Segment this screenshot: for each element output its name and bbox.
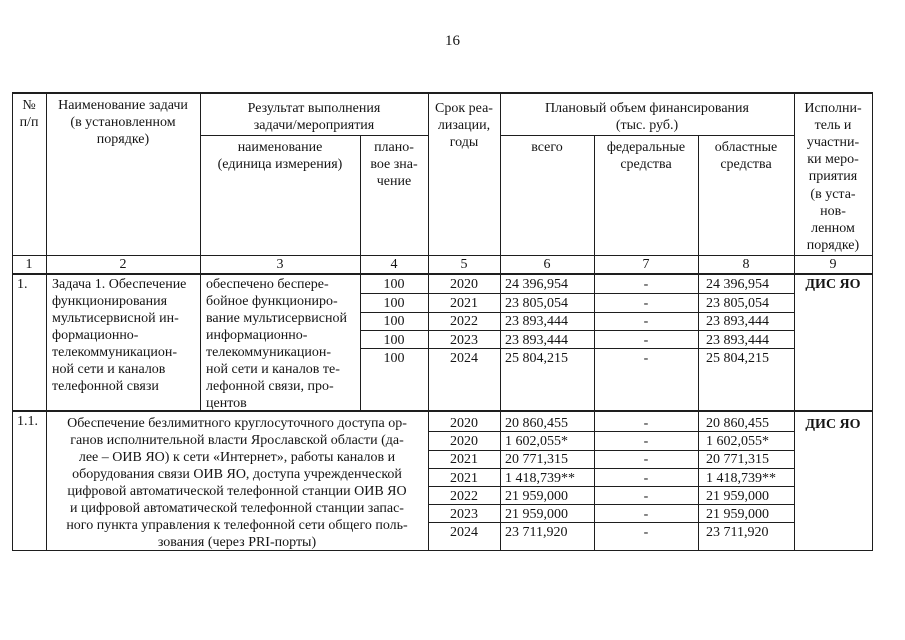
header-result-name-cell: (единица измерения) xyxy=(217,157,343,172)
header-executor-cell: тель и xyxy=(814,118,852,134)
task-text: формационно- xyxy=(52,328,139,343)
total-value: 20 771,315 xyxy=(505,452,568,468)
task-text: и цифровой автоматической телефонной станции запас- xyxy=(70,501,404,516)
total-value: 21 959,000 xyxy=(505,507,568,522)
header-finance-cell: (тыс. руб.) xyxy=(615,118,679,133)
result-text: ной сети и каналов те- xyxy=(206,362,340,377)
header-result-plan-cell: плано- xyxy=(374,140,414,155)
regional-value: 21 959,000 xyxy=(706,488,769,504)
plan-value: 100 xyxy=(383,314,405,329)
number-row-bottom-border xyxy=(12,273,872,275)
header-result-cell: Результат выполнения xyxy=(247,101,381,116)
federal-value: - xyxy=(643,332,649,348)
header-task-cell: (в установленном xyxy=(70,115,176,130)
header-term-cell: годы xyxy=(449,135,479,150)
result-text: центов xyxy=(206,396,247,411)
header-regional-cell: средства xyxy=(720,157,772,172)
plan-value: 100 xyxy=(383,295,405,311)
result-text: информационно- xyxy=(206,328,308,343)
task-text: функционирования xyxy=(52,294,168,309)
header-finance-cell: Плановый объем финансирования xyxy=(545,101,749,116)
table-top-border xyxy=(12,92,872,94)
year-value: 2020 xyxy=(450,434,478,450)
federal-value: - xyxy=(643,277,649,292)
column-number: 2 xyxy=(119,257,127,272)
plan-value: 100 xyxy=(383,332,405,348)
section-border xyxy=(12,410,872,412)
year-value: 2021 xyxy=(450,295,478,311)
column-number: 1 xyxy=(25,257,33,272)
year-value: 2023 xyxy=(450,507,478,522)
total-value: 24 396,954 xyxy=(505,277,568,292)
column-number: 4 xyxy=(390,257,398,272)
total-value: 23 805,054 xyxy=(505,295,568,311)
federal-value: - xyxy=(643,434,649,450)
header-number-cell: п/п xyxy=(19,115,39,130)
task-text: ганов исполнительной власти Ярославской области (да- xyxy=(70,433,404,448)
column-number: 9 xyxy=(829,257,837,272)
total-value: 1 602,055* xyxy=(505,434,568,450)
regional-value: 23 893,444 xyxy=(706,314,769,329)
regional-value: 20 860,455 xyxy=(706,416,769,431)
header-executor-cell: порядке) xyxy=(806,237,860,253)
column-number: 8 xyxy=(742,257,750,272)
header-executor-cell: ки меро- xyxy=(807,152,859,168)
regional-value: 23 805,054 xyxy=(706,295,769,311)
row-number: 1. xyxy=(17,277,28,292)
header-result-plan-cell: вое зна- xyxy=(370,157,418,172)
header-divider xyxy=(200,135,428,136)
federal-value: - xyxy=(643,452,649,468)
header-result-cell: задачи/мероприятия xyxy=(253,118,375,133)
federal-value: - xyxy=(643,488,649,504)
task-text: Задача 1. Обеспечение xyxy=(52,277,187,292)
federal-value: - xyxy=(643,351,649,366)
header-executor-cell: нов- xyxy=(820,203,846,219)
header-result-plan-cell: чение xyxy=(376,174,412,189)
task-text: Обеспечение безлимитного круглосуточного доступа ор- xyxy=(67,416,407,431)
federal-value: - xyxy=(643,507,649,522)
column-number: 6 xyxy=(543,257,551,272)
regional-value: 1 602,055* xyxy=(706,434,769,450)
header-term-cell: Срок реа- xyxy=(435,101,493,116)
year-value: 2020 xyxy=(450,416,478,431)
result-text: телекоммуникацион- xyxy=(206,345,332,360)
header-result-name-cell: наименование xyxy=(237,140,323,155)
column-number: 5 xyxy=(460,257,468,272)
task-text: телекоммуникацион- xyxy=(52,345,178,360)
year-value: 2022 xyxy=(450,488,478,504)
header-executor-cell: ленном xyxy=(811,220,855,236)
task-text: мультисервисной ин- xyxy=(52,311,179,326)
plan-value: 100 xyxy=(383,277,405,292)
header-task-cell: порядке) xyxy=(96,132,150,147)
task-text: лее – ОИВ ЯО) к сети «Интернет», работы каналов и xyxy=(78,450,396,465)
total-value: 20 860,455 xyxy=(505,416,568,431)
header-divider xyxy=(500,135,794,136)
result-text: вание мультисервисной xyxy=(206,311,347,326)
column-divider xyxy=(698,135,699,551)
regional-value: 23 893,444 xyxy=(706,332,769,348)
year-value: 2020 xyxy=(450,277,478,292)
regional-value: 1 418,739** xyxy=(706,470,776,486)
row-number: 1.1. xyxy=(17,414,38,429)
header-executor-cell: участни- xyxy=(806,135,860,151)
task-text: телефонной связи xyxy=(52,379,159,394)
executor-text: ДИС ЯО xyxy=(805,417,861,432)
result-text: бойное функциониро- xyxy=(206,294,338,309)
header-task-cell: Наименование задачи xyxy=(58,98,188,113)
total-value: 23 893,444 xyxy=(505,332,568,348)
page-number: 16 xyxy=(445,33,460,49)
regional-value: 23 711,920 xyxy=(706,525,769,541)
year-value: 2022 xyxy=(450,314,478,329)
executor-text: ДИС ЯО xyxy=(805,277,861,292)
header-executor-cell: (в уста- xyxy=(810,186,856,202)
header-total-cell: всего xyxy=(531,140,563,155)
regional-value: 21 959,000 xyxy=(706,507,769,522)
year-value: 2021 xyxy=(450,452,478,468)
task-text: оборудования связи ОИВ ЯО, доступа учрежденческой xyxy=(72,467,402,482)
plan-value: 100 xyxy=(383,351,405,366)
total-value: 23 711,920 xyxy=(505,525,568,541)
task-text: цифровой автоматической телефонной станции ОИВ ЯО xyxy=(67,484,407,499)
year-value: 2024 xyxy=(450,525,478,541)
year-value: 2021 xyxy=(450,470,478,486)
regional-value: 24 396,954 xyxy=(706,277,769,292)
total-value: 23 893,444 xyxy=(505,314,568,329)
total-value: 1 418,739** xyxy=(505,470,575,486)
task-text: ной сети и каналов xyxy=(52,362,166,377)
column-divider xyxy=(500,92,501,551)
table-left-border xyxy=(12,92,13,551)
federal-value: - xyxy=(643,470,649,486)
header-federal-cell: федеральные xyxy=(606,140,686,155)
result-text: обеспечено беспере- xyxy=(206,277,329,292)
regional-value: 25 804,215 xyxy=(706,351,769,366)
task-text: зования (через PRI-порты) xyxy=(157,535,317,550)
table-right-border xyxy=(872,92,873,551)
year-value: 2024 xyxy=(450,351,478,366)
federal-value: - xyxy=(643,525,649,541)
column-number: 7 xyxy=(642,257,650,272)
federal-value: - xyxy=(643,416,649,431)
column-number: 3 xyxy=(276,257,284,272)
federal-value: - xyxy=(643,314,649,329)
total-value: 21 959,000 xyxy=(505,488,568,504)
header-federal-cell: средства xyxy=(620,157,672,172)
header-term-cell: лизации, xyxy=(437,118,491,133)
header-regional-cell: областные xyxy=(714,140,778,155)
header-executor-cell: приятия xyxy=(808,169,858,185)
header-executor-cell: Исполни- xyxy=(804,101,862,116)
result-text: лефонной связи, про- xyxy=(206,379,334,394)
task-text: ного пункта управления к телефонной сети общего поль- xyxy=(66,518,408,533)
federal-value: - xyxy=(643,295,649,311)
total-value: 25 804,215 xyxy=(505,351,568,366)
header-number-cell: № xyxy=(22,98,36,113)
regional-value: 20 771,315 xyxy=(706,452,769,468)
year-value: 2023 xyxy=(450,332,478,348)
